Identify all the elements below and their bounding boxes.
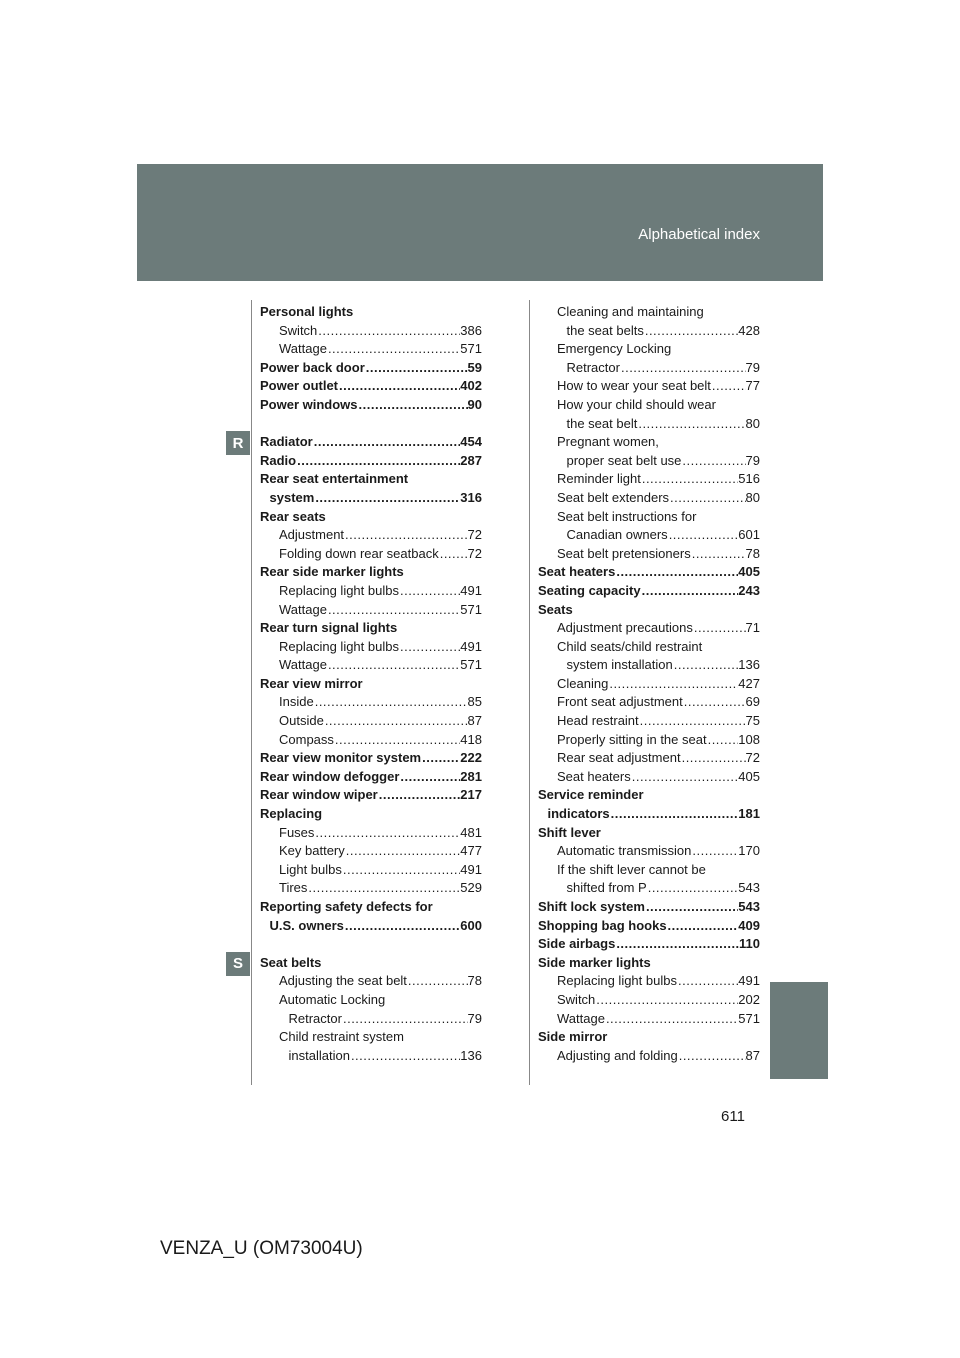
leader-dots <box>683 693 746 712</box>
leader-dots <box>327 601 460 620</box>
entry-label: Replacing light bulbs <box>557 973 677 989</box>
section-gap <box>260 415 482 434</box>
leader-dots <box>673 656 739 675</box>
entry-page: 491 <box>460 582 482 598</box>
index-entry <box>260 954 482 973</box>
entry-label: Seating capacity <box>538 582 641 598</box>
index-entry <box>260 433 482 452</box>
column-rule-left <box>251 300 252 1085</box>
entry-page: 481 <box>460 824 482 840</box>
index-entry <box>538 563 760 582</box>
index-entry <box>538 675 760 694</box>
entry-label: Shopping bag hooks <box>538 917 667 933</box>
entry-label: Switch <box>557 991 596 1007</box>
leader-dots <box>605 1010 738 1029</box>
index-entry <box>538 954 760 973</box>
index-entry <box>260 396 482 415</box>
leader-dots <box>365 359 468 378</box>
leader-dots <box>641 470 738 489</box>
thumb-index-tab <box>770 982 828 1079</box>
entry-page: 217 <box>460 787 482 803</box>
leader-dots <box>669 489 746 508</box>
entry-label: Power back door <box>260 359 365 375</box>
header-band <box>137 164 823 281</box>
index-entry <box>260 303 482 322</box>
entry-label: Seat belt instructions for <box>557 508 697 524</box>
entry-page: 409 <box>738 917 760 933</box>
letter-tab-r: R <box>226 431 250 455</box>
entry-page: 386 <box>460 322 482 338</box>
entry-page: 316 <box>460 489 482 505</box>
index-entry <box>260 786 482 805</box>
entry-label: Cleaning <box>557 675 609 691</box>
entry-label: Emergency Locking <box>557 341 672 357</box>
entry-label: Tires <box>279 880 308 896</box>
leader-dots <box>595 991 738 1010</box>
leader-dots <box>691 842 738 861</box>
entry-page: 136 <box>738 657 760 673</box>
entry-label: Seat belt pretensioners <box>557 545 691 561</box>
entry-label: Power windows <box>260 396 358 412</box>
entry-page: 87 <box>745 1047 760 1063</box>
entry-label: the seat belt <box>566 415 638 431</box>
entry-page: 79 <box>745 452 760 468</box>
index-entry <box>538 842 760 861</box>
leader-dots <box>677 972 738 991</box>
leader-dots <box>399 638 460 657</box>
entry-label: Adjusting and folding <box>557 1047 678 1063</box>
entry-label: Properly sitting in the seat <box>557 731 707 747</box>
index-column-left <box>260 303 482 1065</box>
leader-dots <box>342 861 460 880</box>
entry-page: 405 <box>738 564 760 580</box>
index-entry <box>260 693 482 712</box>
page-number: 611 <box>721 1108 745 1125</box>
index-entry <box>538 731 760 750</box>
entry-page: 170 <box>738 843 760 859</box>
entry-label: How your child should wear <box>557 396 716 412</box>
entry-label: Rear window defogger <box>260 768 400 784</box>
entry-label: Wattage <box>279 657 327 673</box>
index-entry <box>260 1047 482 1066</box>
leader-dots <box>681 452 745 471</box>
entry-page: 72 <box>467 545 482 561</box>
entry-page: 243 <box>738 582 760 598</box>
index-entry <box>538 377 760 396</box>
index-entry <box>538 749 760 768</box>
entry-page: 110 <box>739 936 760 952</box>
leader-dots <box>307 879 460 898</box>
entry-label: Compass <box>279 731 334 747</box>
index-entry <box>538 824 760 843</box>
leader-dots <box>615 563 738 582</box>
entry-page: 601 <box>738 527 760 543</box>
leader-dots <box>421 749 460 768</box>
entry-label: Pregnant women, <box>557 434 659 450</box>
entry-label: Adjustment precautions <box>557 620 693 636</box>
leader-dots <box>399 582 460 601</box>
index-entry <box>538 359 760 378</box>
entry-page: 80 <box>745 489 760 505</box>
entry-label: Adjustment <box>279 527 345 543</box>
index-entry <box>260 582 482 601</box>
index-entry <box>538 433 760 452</box>
entry-page: 202 <box>738 991 760 1007</box>
entry-label: Cleaning and maintaining <box>557 304 704 319</box>
leader-dots <box>350 1047 460 1066</box>
entry-label: system <box>269 489 315 505</box>
entry-label: Seat belts <box>260 954 322 970</box>
entry-page: 59 <box>467 359 482 375</box>
entry-page: 402 <box>460 378 482 394</box>
entry-label: Reporting safety defects for <box>260 899 433 914</box>
entry-page: 181 <box>738 806 760 822</box>
index-entry <box>260 712 482 731</box>
index-entry <box>260 1010 482 1029</box>
index-entry <box>538 1028 760 1047</box>
entry-label: Rear turn signal lights <box>260 620 398 636</box>
leader-dots <box>345 842 461 861</box>
section-title: Alphabetical index <box>638 226 760 243</box>
entry-label: proper seat belt use <box>566 452 682 468</box>
entry-label: Side airbags <box>538 936 616 952</box>
index-entry <box>260 824 482 843</box>
leader-dots <box>631 768 739 787</box>
index-entry <box>260 545 482 564</box>
entry-label: Rear seat adjustment <box>557 750 681 766</box>
entry-page: 428 <box>738 322 760 338</box>
leader-dots <box>313 433 461 452</box>
index-entry <box>538 935 760 954</box>
leader-dots <box>641 582 739 601</box>
leader-dots <box>608 675 738 694</box>
leader-dots <box>637 415 745 434</box>
entry-label: Rear seats <box>260 508 326 524</box>
index-entry <box>260 508 482 527</box>
index-entry <box>538 526 760 545</box>
entry-page: 80 <box>745 415 760 431</box>
index-entry <box>538 303 760 322</box>
leader-dots <box>644 322 738 341</box>
index-entry <box>538 322 760 341</box>
index-entry <box>260 638 482 657</box>
index-entry <box>260 805 482 824</box>
leader-dots <box>314 824 460 843</box>
index-entry <box>260 489 482 508</box>
entry-label: Folding down rear seatback <box>279 545 439 561</box>
entry-label: Wattage <box>279 341 327 357</box>
index-entry <box>260 656 482 675</box>
entry-page: 72 <box>467 527 482 543</box>
entry-label: Reminder light <box>557 471 641 487</box>
entry-page: 78 <box>467 973 482 989</box>
entry-label: Rear side marker lights <box>260 564 404 580</box>
entry-page: 108 <box>738 731 760 747</box>
entry-label: Shift lever <box>538 824 601 840</box>
entry-page: 543 <box>738 899 760 914</box>
index-entry <box>538 1010 760 1029</box>
index-entry <box>538 898 760 917</box>
entry-page: 90 <box>467 396 482 412</box>
entry-page: 85 <box>467 694 482 710</box>
leader-dots <box>615 935 739 954</box>
leader-dots <box>358 396 468 415</box>
entry-label: Service reminder <box>538 787 644 803</box>
entry-label: If the shift lever cannot be <box>557 861 706 877</box>
leader-dots <box>639 712 746 731</box>
entry-page: 69 <box>745 694 760 710</box>
index-entry <box>260 898 482 917</box>
index-entry <box>538 508 760 527</box>
leader-dots <box>327 340 460 359</box>
entry-label: Head restraint <box>557 713 639 729</box>
index-entry <box>538 619 760 638</box>
index-entry <box>538 1047 760 1066</box>
leader-dots <box>707 731 739 750</box>
index-entry <box>260 972 482 991</box>
leader-dots <box>691 545 746 564</box>
leader-dots <box>645 898 738 917</box>
entry-page: 77 <box>745 378 760 394</box>
index-entry <box>538 972 760 991</box>
entry-label: Canadian owners <box>566 527 668 543</box>
entry-page: 136 <box>460 1047 482 1063</box>
index-entry <box>260 675 482 694</box>
entry-label: installation <box>288 1047 350 1063</box>
leader-dots <box>342 1010 468 1029</box>
leader-dots <box>439 545 468 564</box>
entry-label: Light bulbs <box>279 861 342 877</box>
entry-label: Switch <box>279 322 318 338</box>
leader-dots <box>681 749 746 768</box>
entry-label: Replacing light bulbs <box>279 582 399 598</box>
leader-dots <box>334 731 460 750</box>
entry-page: 75 <box>745 713 760 729</box>
entry-page: 418 <box>460 731 482 747</box>
index-entry <box>538 656 760 675</box>
leader-dots <box>407 972 468 991</box>
index-entry <box>260 861 482 880</box>
entry-page: 427 <box>738 675 760 691</box>
index-entry <box>538 340 760 359</box>
index-entry <box>260 1028 482 1047</box>
entry-page: 287 <box>460 452 482 468</box>
entry-page: 477 <box>460 843 482 859</box>
leader-dots <box>667 917 739 936</box>
entry-page: 543 <box>738 880 760 896</box>
index-entry <box>538 917 760 936</box>
index-entry <box>260 619 482 638</box>
entry-label: Shift lock system <box>538 899 645 914</box>
entry-label: shifted from P <box>566 880 647 896</box>
index-entry <box>260 526 482 545</box>
entry-page: 516 <box>738 471 760 487</box>
index-entry <box>260 991 482 1010</box>
index-entry <box>260 842 482 861</box>
entry-page: 71 <box>745 620 760 636</box>
index-entry <box>538 693 760 712</box>
entry-page: 281 <box>460 768 482 784</box>
entry-label: Radio <box>260 452 297 468</box>
entry-page: 571 <box>460 601 482 617</box>
entry-label: Side marker lights <box>538 954 651 970</box>
entry-page: 78 <box>745 545 760 561</box>
index-entry <box>538 415 760 434</box>
index-entry <box>260 452 482 471</box>
entry-page: 491 <box>460 638 482 654</box>
index-entry <box>538 879 760 898</box>
entry-label: Automatic Locking <box>279 991 386 1007</box>
index-entry <box>538 786 760 805</box>
entry-page: 491 <box>738 973 760 989</box>
entry-label: Rear seat entertainment <box>260 471 409 487</box>
entry-page: 571 <box>460 657 482 673</box>
entry-label: Radiator <box>260 434 313 450</box>
leader-dots <box>678 1047 746 1066</box>
index-entry <box>538 861 760 880</box>
entry-label: Automatic transmission <box>557 843 692 859</box>
leader-dots <box>314 693 468 712</box>
index-entry <box>538 768 760 787</box>
entry-label: Rear window wiper <box>260 787 378 803</box>
leader-dots <box>317 322 460 341</box>
entry-label: Outside <box>279 713 324 729</box>
leader-dots <box>711 377 746 396</box>
index-entry <box>260 917 482 936</box>
leader-dots <box>314 489 460 508</box>
entry-page: 529 <box>460 880 482 896</box>
index-entry <box>538 545 760 564</box>
footer-code: VENZA_U (OM73004U) <box>160 1238 363 1259</box>
leader-dots <box>327 656 460 675</box>
index-entry <box>260 377 482 396</box>
entry-label: Inside <box>279 694 314 710</box>
entry-label: Wattage <box>557 1010 605 1026</box>
index-entry <box>260 470 482 489</box>
entry-page: 454 <box>460 434 482 450</box>
entry-label: Retractor <box>566 359 620 375</box>
leader-dots <box>338 377 460 396</box>
index-entry <box>260 879 482 898</box>
entry-label: Personal lights <box>260 304 354 319</box>
index-entry <box>260 768 482 787</box>
index-entry <box>538 638 760 657</box>
entry-label: the seat belts <box>566 322 644 338</box>
entry-label: Key battery <box>279 843 345 859</box>
entry-label: Side mirror <box>538 1029 608 1045</box>
index-entry <box>538 601 760 620</box>
entry-page: 79 <box>467 1010 482 1026</box>
entry-page: 72 <box>745 750 760 766</box>
entry-page: 571 <box>738 1010 760 1026</box>
entry-label: Wattage <box>279 601 327 617</box>
entry-page: 222 <box>460 750 482 766</box>
entry-page: 87 <box>467 713 482 729</box>
section-gap <box>260 935 482 954</box>
entry-page: 600 <box>460 917 482 933</box>
entry-label: Replacing <box>260 806 323 822</box>
entry-page: 79 <box>745 359 760 375</box>
index-entry <box>260 340 482 359</box>
leader-dots <box>324 712 468 731</box>
index-entry <box>538 396 760 415</box>
index-entry <box>538 712 760 731</box>
entry-label: Seats <box>538 601 573 617</box>
entry-label: Seat heaters <box>557 768 631 784</box>
column-rule-right <box>529 300 530 1085</box>
entry-label: indicators <box>547 806 610 822</box>
entry-label: system installation <box>566 657 673 673</box>
entry-page: 571 <box>460 341 482 357</box>
entry-page: 405 <box>738 768 760 784</box>
index-entry <box>260 749 482 768</box>
index-entry <box>538 470 760 489</box>
index-entry <box>538 991 760 1010</box>
leader-dots <box>296 452 460 471</box>
leader-dots <box>693 619 746 638</box>
entry-label: Fuses <box>279 824 315 840</box>
entry-label: Adjusting the seat belt <box>279 973 407 989</box>
entry-label: Power outlet <box>260 378 339 394</box>
entry-label: How to wear your seat belt <box>557 378 711 394</box>
entry-label: Seat heaters <box>538 564 616 580</box>
leader-dots <box>610 805 739 824</box>
entry-label: Replacing light bulbs <box>279 638 399 654</box>
index-entry <box>260 322 482 341</box>
letter-tab-s: S <box>226 952 250 976</box>
index-entry <box>538 452 760 471</box>
entry-label: Retractor <box>288 1010 342 1026</box>
leader-dots <box>620 359 746 378</box>
index-entry <box>538 489 760 508</box>
leader-dots <box>378 786 461 805</box>
leader-dots <box>668 526 739 545</box>
entry-label: Rear view mirror <box>260 675 363 691</box>
leader-dots <box>344 917 460 936</box>
index-column-right <box>538 303 760 1065</box>
leader-dots <box>647 879 739 898</box>
entry-label: Child seats/child restraint <box>557 638 703 654</box>
entry-label: Front seat adjustment <box>557 694 683 710</box>
index-entry <box>260 359 482 378</box>
entry-label: U.S. owners <box>269 917 344 933</box>
entry-label: Child restraint system <box>279 1029 404 1045</box>
entry-label: Rear view monitor system <box>260 750 422 766</box>
index-entry <box>538 582 760 601</box>
index-entry <box>260 563 482 582</box>
leader-dots <box>344 526 467 545</box>
index-entry <box>260 601 482 620</box>
entry-label: Seat belt extenders <box>557 489 670 505</box>
entry-page: 491 <box>460 861 482 877</box>
index-entry <box>260 731 482 750</box>
leader-dots <box>399 768 460 787</box>
index-entry <box>538 805 760 824</box>
